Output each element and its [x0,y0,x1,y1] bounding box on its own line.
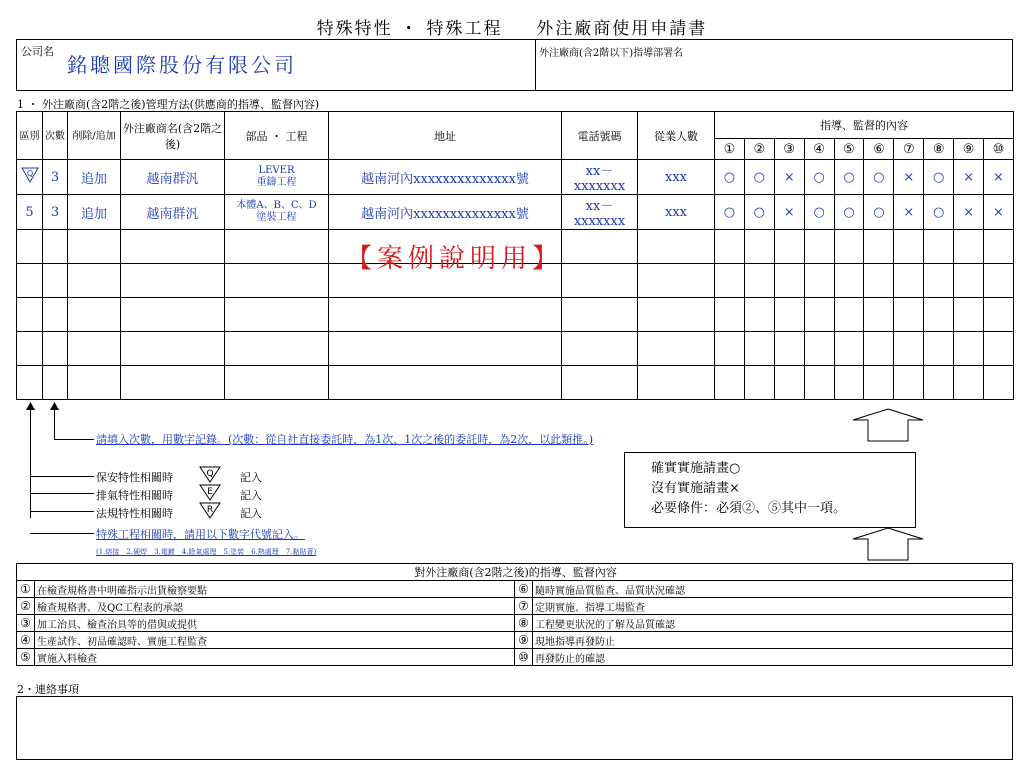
col-vendor: 外注廠商名(含2階之後) [121,112,225,160]
guidance-row: ② 檢查規格書、及QC工程表的承認 ⑦ 定期實施、指導工場監查 [17,598,1013,615]
col-staff: 從業人數 [638,112,715,160]
empty-row [17,332,1014,366]
mark-cell: ○ [834,160,864,195]
company-label: 公司名 [21,45,54,58]
col-area: 區別 [17,112,43,160]
connector-line [54,439,94,440]
svg-text:R: R [206,505,214,515]
times-note: 請填入次數，用數字記錄。(次數：從自社直接委託時，為1次，1次之後的委託時，為2次，以此類推。) [96,433,594,446]
col-guidance: 指導、監督的內容 [715,112,1014,139]
mark-cell: × [954,160,984,195]
guidance-table [16,563,1013,666]
empty-row [17,366,1014,400]
mark-cell: ○ [834,195,864,230]
arrow-up-outline-icon [852,408,924,442]
guide-num: ① [715,139,745,160]
fill-in-label: 記入 [240,489,262,502]
guide-num: ⑨ [954,139,984,160]
q-triangle-icon [17,160,43,195]
connector-line [30,409,31,518]
guidance-row: ⑤ 實施入料檢查 ⑩ 再發防止的確認 [17,649,1013,666]
mark-cell: ○ [804,195,834,230]
guidance-row: ④ 生產試作、初品確認時、實施工程監查 ⑨ 現地指導再發防止 [17,632,1013,649]
guidance-row: ① 在檢查規格書中明確指示出貨檢察要點 ⑥ 隨時實施品質監查、品質狀況確認 [17,581,1013,598]
table-row [17,195,1014,230]
arrow-up-outline-icon [852,527,924,561]
mark-cell: × [984,195,1014,230]
section2-title: 2・連絡事項 [17,683,79,696]
table-row [17,160,1014,195]
guide-num: ⑤ [834,139,864,160]
connector-line [30,476,94,477]
arrow-up-icon [50,402,59,410]
connector-line [30,511,94,512]
phone-cell: xx－xxxxxxx [562,195,638,230]
area-cell: 5 [17,195,43,230]
header-box [16,39,1013,91]
case-label: 【案例說明用】 [345,244,563,274]
legend-line: 確實實施請畫○ [651,461,741,476]
col-address: 地址 [329,112,562,160]
mark-cell: ○ [924,160,954,195]
connector-line [30,533,94,534]
section1-title: 1 ・ 外注廠商(含2階之後)管理方法(供應商的指導、監督內容) [17,98,320,111]
mark-cell: × [774,195,804,230]
company-name: 銘聰國際股份有限公司 [67,53,297,77]
vendor-cell: 越南群汎 [121,160,225,195]
fill-in-label: 記入 [240,507,262,520]
e-triangle-icon [199,484,221,501]
col-delete-add: 削除/追加 [68,112,121,160]
legend-line: 沒有實施請畫× [651,481,740,496]
guide-num: ⑩ [984,139,1014,160]
mark-cell: × [984,160,1014,195]
guide-num: ② [744,139,774,160]
times-cell: 3 [43,160,68,195]
mark-cell: × [954,195,984,230]
col-times: 次數 [43,112,68,160]
memo-field[interactable] [16,696,1013,760]
mark-cell: ○ [804,160,834,195]
mark-cell: × [894,160,924,195]
mark-cell: ○ [744,195,774,230]
svg-text:Q: Q [206,469,214,479]
col-part: 部品 ・ 工程 [225,112,329,160]
guide-num: ④ [804,139,834,160]
mark-cell: × [774,160,804,195]
guide-num: ⑦ [894,139,924,160]
phone-cell: xx－xxxxxxx [562,160,638,195]
address-cell: 越南河內xxxxxxxxxxxxxx號 [329,160,562,195]
action-cell: 追加 [68,195,121,230]
mark-cell: ○ [924,195,954,230]
mark-cell: × [894,195,924,230]
mark-cell: ○ [744,160,774,195]
guidance-row: ③ 加工治具、檢查治具等的借與或提供 ⑧ 工程變更狀況的了解及品質確認 [17,615,1013,632]
legend-box [624,452,916,528]
legal-note: 法規特性相關時 [96,507,173,520]
arrow-up-icon [26,402,35,410]
document-title: 特殊特性 ・ 特殊工程 外注廠商使用申請書 [316,19,708,39]
exhaust-note: 排氣特性相關時 [96,489,173,502]
staff-cell: xxx [638,195,715,230]
mark-cell: ○ [864,160,894,195]
legend-line: 必要條件：必須②、⑤其中一項。 [651,501,847,516]
empty-row [17,298,1014,332]
part-cell: 本體A、B、C、D 塗裝工程 [225,195,329,230]
guide-num: ⑧ [924,139,954,160]
mark-cell: ○ [715,195,745,230]
dept-label: 外注廠商(含2階以下)指導部署名 [539,48,684,59]
times-cell: 3 [43,195,68,230]
q-triangle-icon [199,466,221,483]
special-note: 特殊工程相關時，請用以下數字代號記入。 [96,528,305,541]
part-cell: LEVER 重鑄工程 [225,160,329,195]
connector-line [54,409,55,439]
svg-text:Q: Q [26,169,33,178]
safety-note: 保安特性相關時 [96,471,173,484]
r-triangle-icon [199,502,221,519]
guide-num: ⑥ [864,139,894,160]
fill-in-label: 記入 [240,471,262,484]
address-cell: 越南河內xxxxxxxxxxxxxx號 [329,195,562,230]
special-codes: (1.熔接 2.硬焊 3.電鍍 4.除氣處理 5.塗裝 6.熱處理 7.黏貼著) [96,548,317,556]
svg-text:E: E [207,487,213,497]
mark-cell: ○ [715,160,745,195]
action-cell: 追加 [68,160,121,195]
mark-cell: ○ [864,195,894,230]
guidance-title: 對外注廠商(含2階之後)的指導、監督內容 [17,564,1013,581]
staff-cell: xxx [638,160,715,195]
connector-line [30,493,94,494]
header-divider [535,40,536,90]
col-phone: 電話號碼 [562,112,638,160]
guide-num: ③ [774,139,804,160]
vendor-cell: 越南群汎 [121,195,225,230]
